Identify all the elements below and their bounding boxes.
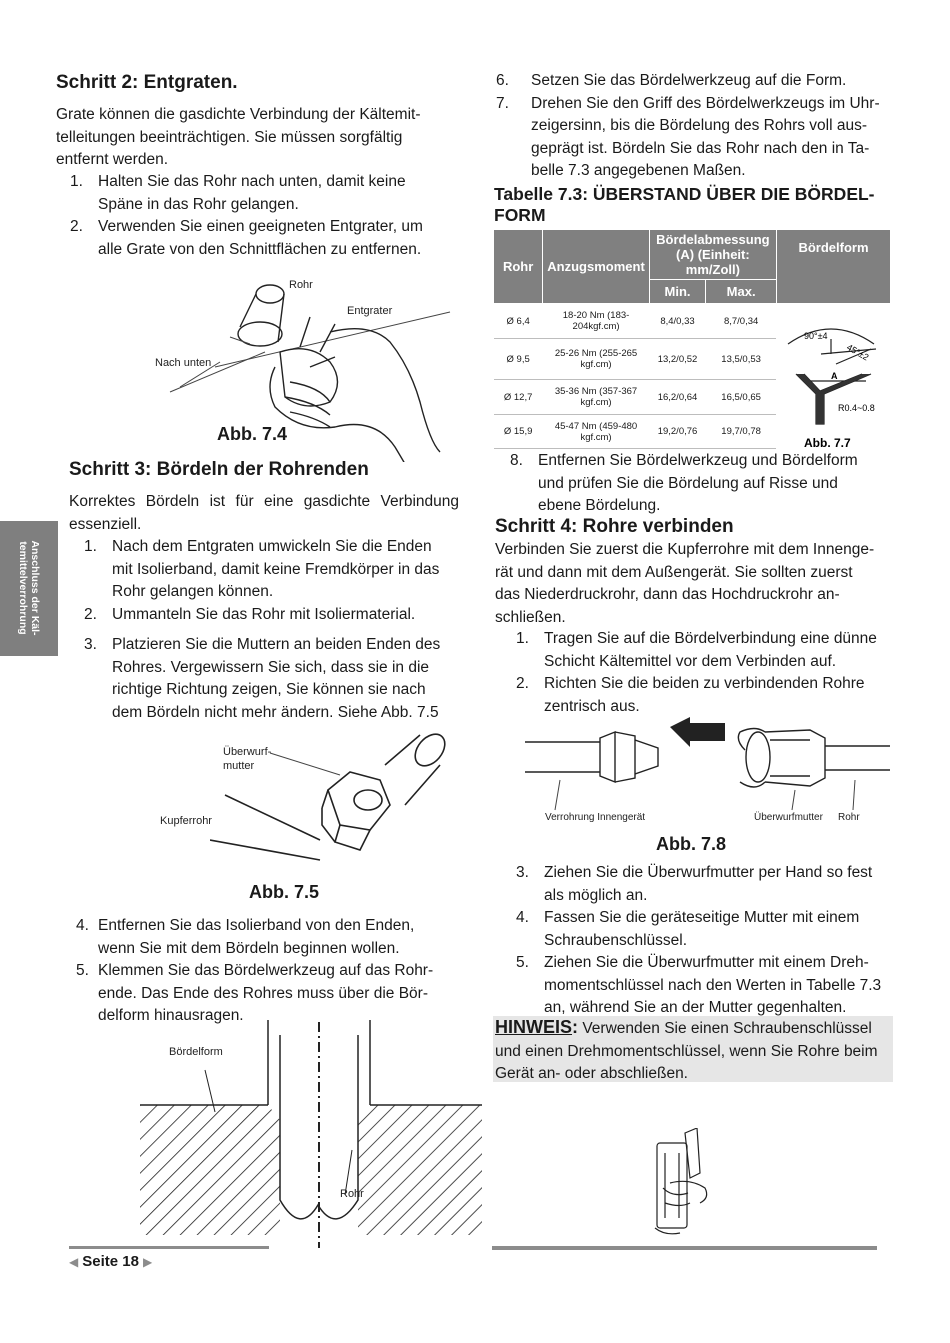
step3-list — [84, 536, 464, 724]
list-item: 2. Richten Sie die beiden zu verbindenden Rohre zentrisch aus. — [516, 675, 865, 715]
list-item: 8. Entfernen Sie Bördelwerkzeug und Bördelform und prüfen Sie die Bördelung auf Risse und ebene Bördelung. — [510, 452, 858, 514]
list-item: 1. Nach dem Entgraten umwickeln Sie die Enden mit Isolierband, damit keine Fremdkörper in das Rohr gelangen können. — [84, 538, 440, 600]
page-number: ◀ Seite 18 ▶ — [69, 1253, 153, 1270]
label-entgrater: Entgrater — [347, 305, 393, 317]
flare-nut-illustration — [210, 720, 470, 880]
step2-title: Schritt 2: Entgraten. — [56, 72, 238, 93]
chapter-side-tab — [0, 521, 58, 656]
footer-rule-right — [492, 1246, 877, 1250]
flare-profile-illustration — [776, 319, 890, 449]
list-item: 3. Ziehen Sie die Überwurfmutter per Hand so fest als möglich an. — [516, 864, 873, 904]
step2-intro: Grate können die gasdichte Verbindung der Kältemit- telleitungen beeinträchtigen. Sie müssen sorgfältig entfernt werden. — [56, 106, 421, 168]
list-item: 1. Tragen Sie auf die Bördelverbindung eine dünne Schicht Kältemittel vor dem Verbinden auf. — [516, 630, 877, 670]
pipe-connection-illustration — [510, 710, 895, 815]
label-a: A — [831, 370, 838, 381]
figure-caption-7-4: Abb. 7.4 — [217, 424, 288, 444]
step3-list-continued — [76, 915, 466, 1028]
table-row: Ø 15,9 45-47 Nm (459-480 kgf.cm) 19,2/0,76 19,7/0,78 — [494, 415, 891, 449]
label-rohr-2: Rohr — [838, 812, 860, 823]
header-max: Max. — [706, 280, 777, 304]
table-title: Tabelle 7.3: ÜBERSTAND ÜBER DIE BÖRDEL- FORM — [494, 184, 875, 225]
list-item: 3. Platzieren Sie die Muttern an beiden Enden des Rohres. Vergewissern Sie sich, dass sie in die richtige Richtung zeigen, Sie können sie nach dem Bördeln nicht mehr ändern. Siehe Abb. 7.5 — [84, 636, 441, 721]
note-box: HINWEIS: Verwenden Sie einen Schraubenschlüssel und einen Drehmomentschlüssel, wenn Sie Rohre beim Gerät an- oder abschließen. — [493, 1016, 893, 1082]
header-anzugsmoment: Anzugsmoment — [543, 230, 650, 304]
label-verrohrung-innengeraet: Verrohrung Innengerät — [545, 812, 646, 823]
step4-title: Schritt 4: Rohre verbinden — [495, 516, 734, 537]
wrench-illustration — [645, 1128, 715, 1238]
step4-list — [516, 628, 896, 718]
label-rohr-flare: Rohr — [340, 1188, 364, 1200]
table-row: Ø 9,5 25-26 Nm (255-265 kgf.cm) 13,2/0,52 13,5/0,53 — [494, 339, 891, 380]
label-rohr: Rohr — [289, 279, 313, 291]
label-kupferrohr: Kupferrohr — [160, 815, 212, 827]
footer-rule-left — [69, 1246, 269, 1249]
step4-intro: Verbinden Sie zuerst die Kupferrohre mit dem Innenge- rät und dann mit dem Außengerät. Sie sollten zuerst das Niederdruckrohr, dann das Hochdruckrohr an- schließen. — [495, 541, 875, 626]
label-nach-unten: Nach unten — [155, 357, 212, 369]
list-item: 2. Ummanteln Sie das Rohr mit Isoliermaterial. — [84, 605, 416, 623]
list-item: 4. Fassen Sie die geräteseitige Mutter mit einem Schraubenschlüssel. — [516, 909, 860, 949]
note-label: HINWEIS — [495, 1017, 573, 1037]
label-ueberwurfmutter: Überwurf- mutter — [223, 746, 272, 772]
label-angle-90: 90°±4 — [804, 330, 829, 341]
chapter-side-tab-label: Anschluss der Käl- temittelverrohrung — [17, 540, 41, 636]
figure-caption-7-5: Abb. 7.5 — [249, 882, 320, 902]
label-ueberwurfmutter-2: Überwurfmutter — [754, 812, 823, 823]
step3-title: Schritt 3: Bördeln der Rohrenden — [69, 459, 369, 480]
step4-list-continued — [516, 862, 896, 1020]
label-radius: R0.4~0.8 — [838, 402, 876, 413]
steps-6-7 — [496, 70, 896, 183]
header-min: Min. — [649, 280, 705, 304]
step3-intro: Korrektes Bördeln ist für eine gasdichte Verbindung essenziell. — [69, 493, 459, 533]
list-item: 5. Ziehen Sie die Überwurfmutter mit einem Dreh- momentschlüssel nach den Werten in Tabelle 7.3 an, während Sie an der Mutter gegenhalten. — [516, 954, 882, 1016]
header-rohr: Rohr — [494, 230, 543, 304]
figure-caption-7-7: Abb. 7.7 — [804, 435, 852, 449]
list-item: 4. Entfernen Sie das Isolierband von den Enden, wenn Sie mit dem Bördeln beginnen wollen. — [76, 917, 415, 957]
list-item: 2. Verwenden Sie einen geeigneten Entgrater, um alle Grate von den Schnittflächen zu entfernen. — [70, 218, 423, 258]
list-item: 5. Klemmen Sie das Bördelwerkzeug auf das Rohr- ende. Das Ende des Rohres muss über die Bör- delform hinausragen. — [76, 962, 434, 1024]
table-row: Ø 6,4 18-20 Nm (183- 204kgf.cm) 8,4/0,33 8,7/0,34 90°±4 45°±2 A R0.4~0.8 Abb. 7.7 — [494, 304, 891, 339]
header-boerdelabmessung: Bördelabmessung (A) (Einheit: mm/Zoll) — [649, 230, 776, 280]
step2-list — [70, 171, 470, 261]
label-angle-45: 45°±2 — [845, 341, 871, 363]
label-boerdelform: Bördelform — [169, 1046, 223, 1058]
step-8 — [510, 450, 890, 518]
list-item: 6. Setzen Sie das Bördelwerkzeug auf die Form. — [496, 72, 847, 89]
arrow-right-icon: ▶ — [142, 1254, 153, 1269]
table-row: Ø 12,7 35-36 Nm (357-367 kgf.cm) 16,2/0,64 16,5/0,65 — [494, 380, 891, 415]
flare-dimension-table — [493, 229, 891, 449]
header-boerdelform: Bördelform — [776, 230, 890, 304]
arrow-left-icon: ◀ — [69, 1254, 79, 1269]
list-item: 1. Halten Sie das Rohr nach unten, damit keine Späne in das Rohr gelangen. — [70, 173, 406, 213]
list-item: 7. Drehen Sie den Griff des Bördelwerkzeugs im Uhr- zeigersinn, bis die Bördelung des Rohrs voll aus- geprägt ist. Bördeln Sie das Rohr nach den in Ta- belle 7.3 angegebenen Maßen. — [496, 94, 880, 179]
figure-caption-7-8: Abb. 7.8 — [656, 834, 727, 854]
